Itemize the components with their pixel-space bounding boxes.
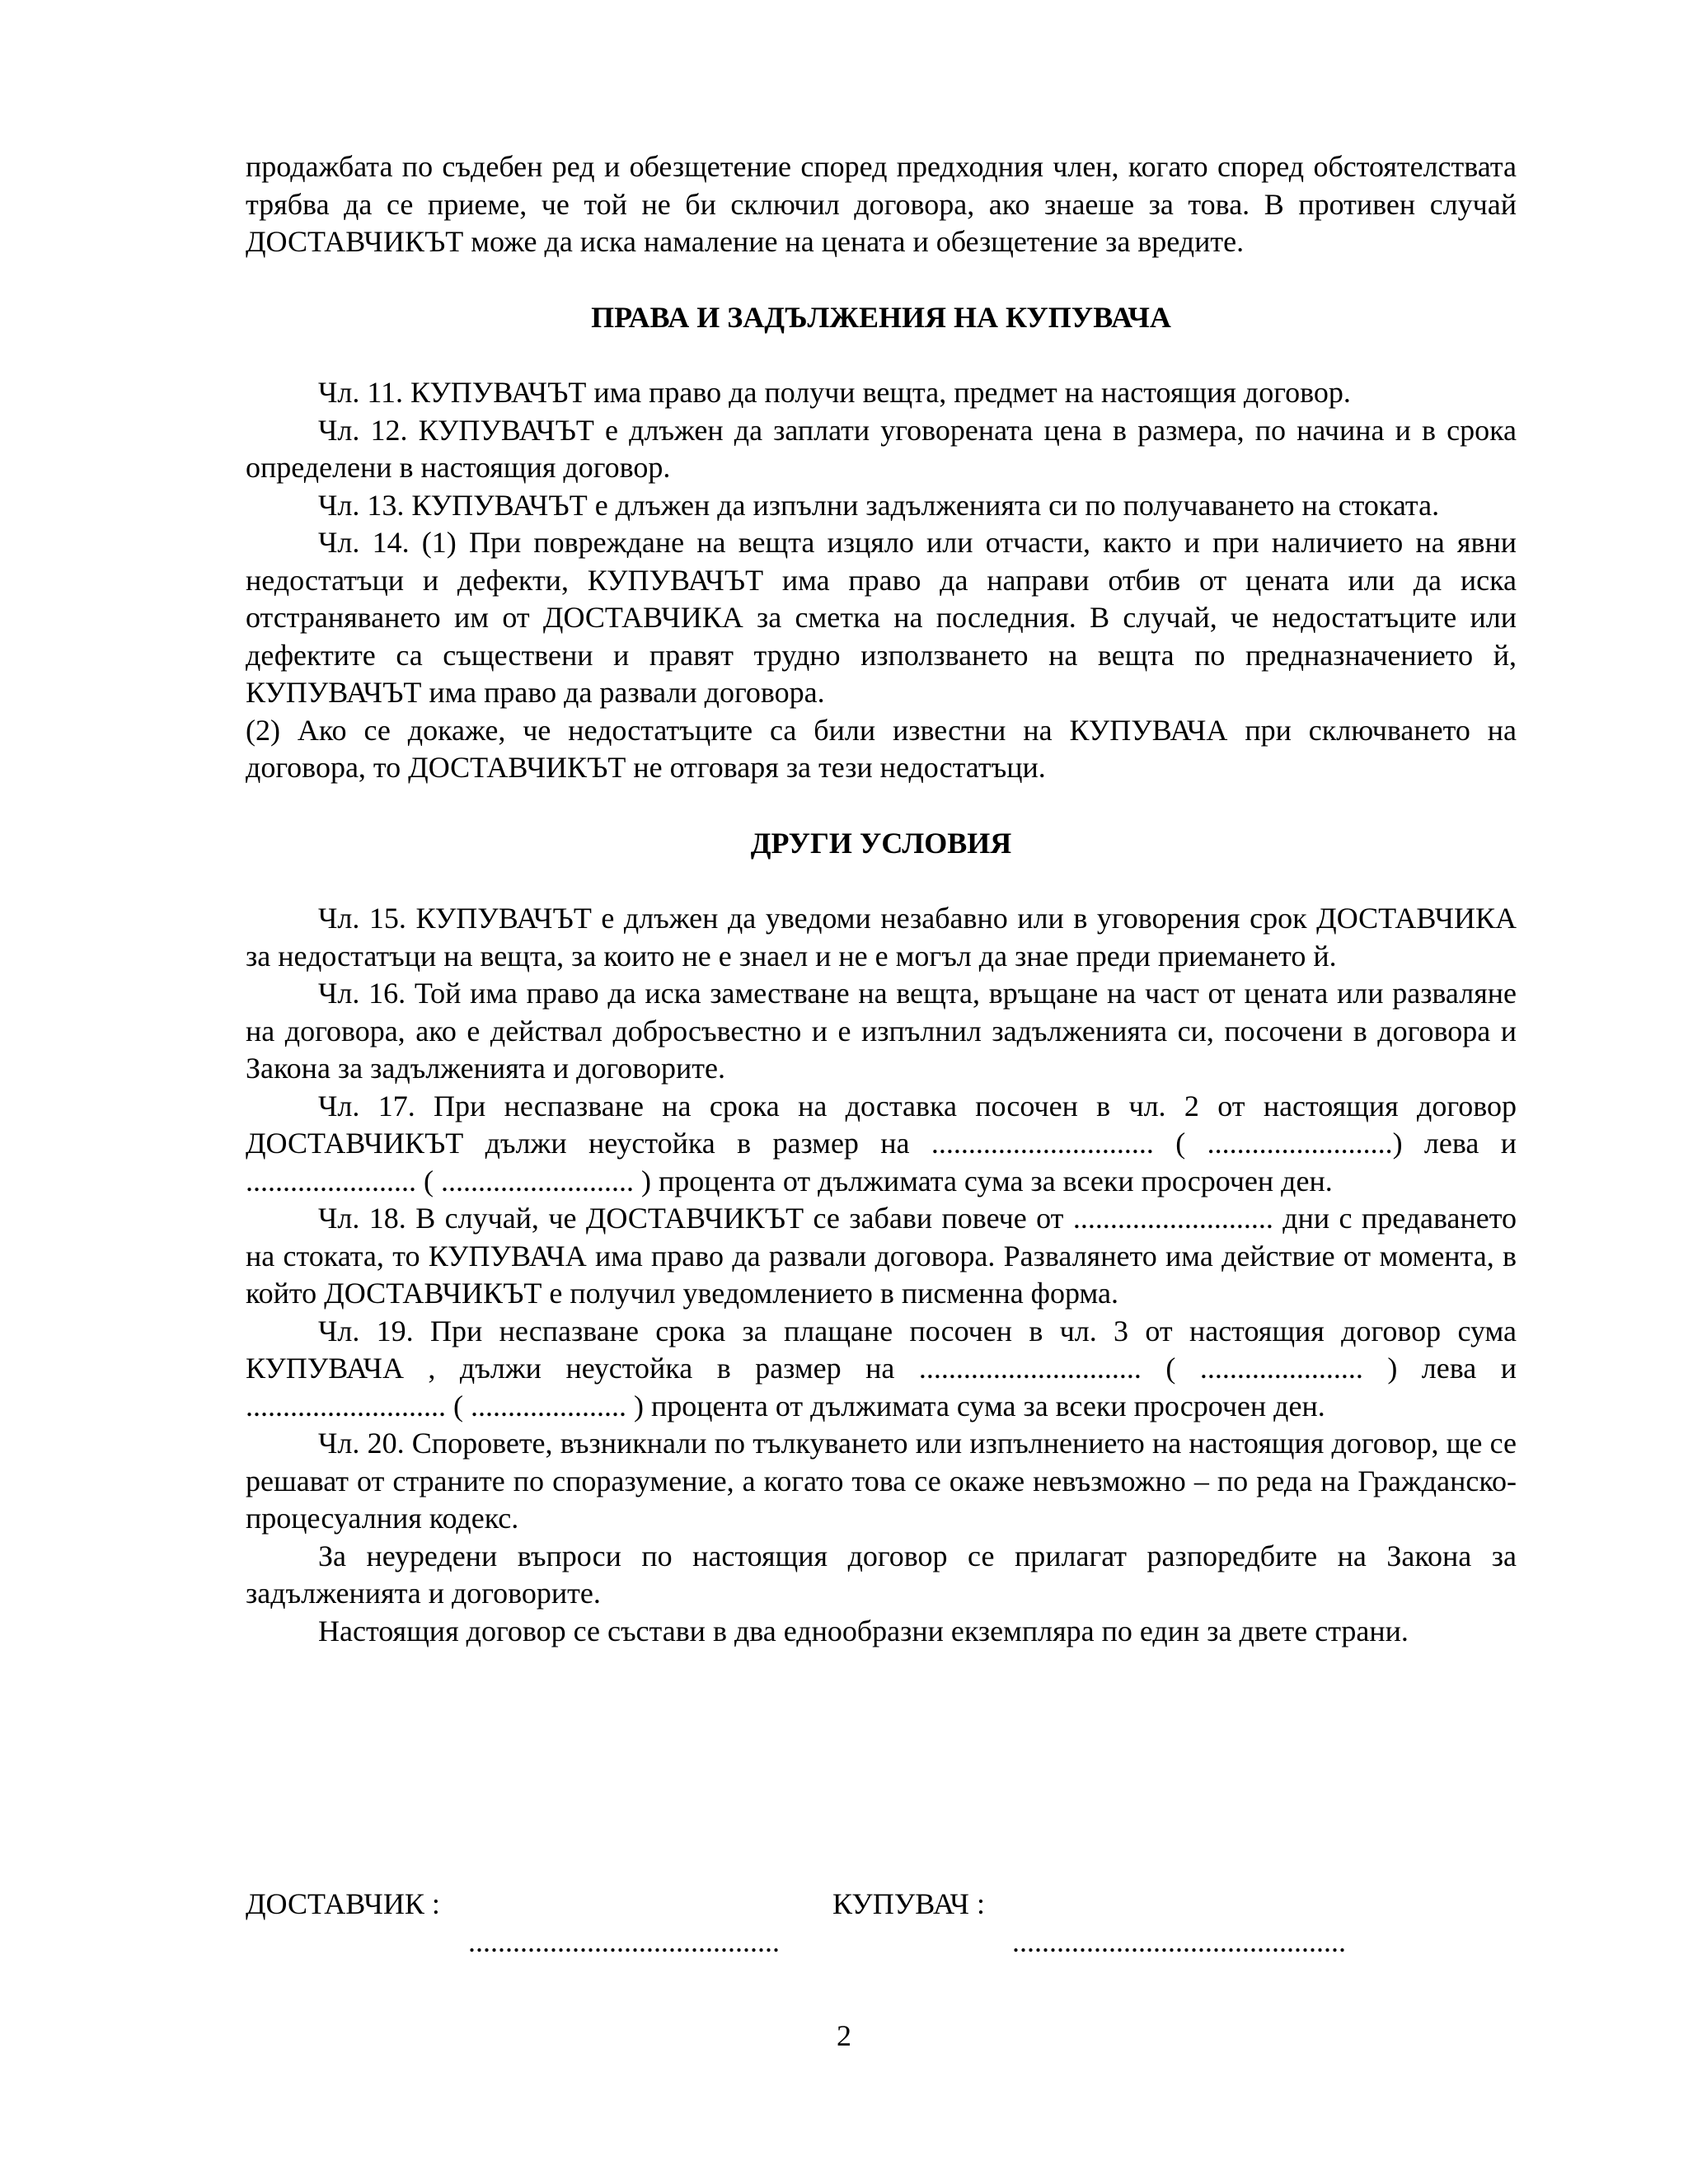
page-number: 2 (837, 2019, 851, 2052)
article-14-1: Чл. 14. (1) При повреждане на вещта изцяло или отчасти, както и при наличието на явни недостатъци и дефекти, КУПУВАЧЪТ има право да направи отбив от цената или да иска отстраняването им от ДОСТАВЧИКА за сметка на последния. В случай, че недостатъците или дефектите са съществени и правят трудно използването на вещта по предназначението й, КУПУВАЧЪТ има право да развали договора. (246, 526, 1517, 709)
signature-block (246, 1886, 1517, 1976)
article-20: Чл. 20. Споровете, възникнали по тълкуването или изпълнението на настоящия договор, ще се решават от страните по споразумение, а когато това се окаже невъзможно – по реда на Гражданско- процесуалния кодекс. (246, 1427, 1517, 1535)
article-18: Чл. 18. В случай, че ДОСТАВЧИКЪТ се забави повече от ........................... дни с предаването на стоката, то КУПУВАЧА има право да развали договора. Развалянето има действие от момента, в който ДОСТАВЧИКЪТ е получил уведомлението в писменна форма. (246, 1202, 1517, 1310)
supplier-signature-label: ДОСТАВЧИК : (246, 1887, 440, 1920)
section-heading-buyer-rights: ПРАВА И ЗАДЪЛЖЕНИЯ НА КУПУВАЧА (591, 300, 1171, 334)
intro-paragraph: продажбата по съдебен ред и обезщетение според предходния член, когато според обстоятелствата трябва да се приеме, че той не би сключил договора, ако знаеше за това. В противен случай ДОСТАВЧИКЪТ може да иска намаление на цената и обезщетение за вредите. (246, 150, 1517, 258)
article-11: Чл. 11. КУПУВАЧЪТ има право да получи вещта, предмет на настоящия договор. (318, 376, 1351, 409)
article-19: Чл. 19. При неспазване срока за плащане посочен в чл. 3 от настоящия договор сума КУПУВАЧА , дължи неустойка в размер на .............................. ( ...................... ) лева и ........................... ( ..................... ) процента от дължимата сума за всеки просрочен ден. (246, 1314, 1517, 1422)
buyer-signature-line: ............................................. (1012, 1925, 1346, 1958)
section-heading-other-terms: ДРУГИ УСЛОВИЯ (750, 826, 1012, 860)
article-13: Чл. 13. КУПУВАЧЪТ е длъжен да изпълни задълженията си по получаването на стоката. (318, 488, 1440, 522)
document-body (246, 148, 1517, 1650)
buyer-signature-label: КУПУВАЧ : (832, 1887, 985, 1920)
article-15: Чл. 15. КУПУВАЧЪТ е длъжен да уведоми незабавно или в уговорения срок ДОСТАВЧИКА за недостатъци на вещта, за които не е знаел и не е могъл да знае преди приемането й. (246, 902, 1517, 972)
article-17: Чл. 17. При неспазване на срока на доставка посочен в чл. 2 от настоящия договор ДОСТАВЧИКЪТ дължи неустойка в размер на .............................. ( .........................) лева и ....................... ( .......................... ) процента от дължимата сума за всеки просрочен ден. (246, 1089, 1517, 1197)
copies-clause: Настоящия договор се състави в два еднообразни екземпляра по един за двете страни. (318, 1614, 1409, 1647)
unregulated-matters-clause: За неуредени въпроси по настоящия договор се прилагат разпоредбите на Закона за задълженията и договорите. (246, 1539, 1517, 1610)
article-12: Чл. 12. КУПУВАЧЪТ е длъжен да заплати уговорената цена в размера, по начина и в срока определени в настоящия договор. (246, 413, 1517, 484)
article-16: Чл. 16. Той има право да иска заместване на вещта, връщане на част от цената или разваляне на договора, ако е действал добросъвестно и е изпълнил задълженията си, посочени в договора и Закона за задълженията и договорите. (246, 977, 1517, 1085)
supplier-signature-line: .......................................... (468, 1925, 780, 1958)
article-14-2: (2) Ако се докаже, че недостатъците са били известни на КУПУВАЧА при сключването на договора, то ДОСТАВЧИКЪТ не отговаря за тези недостатъци. (246, 713, 1517, 784)
